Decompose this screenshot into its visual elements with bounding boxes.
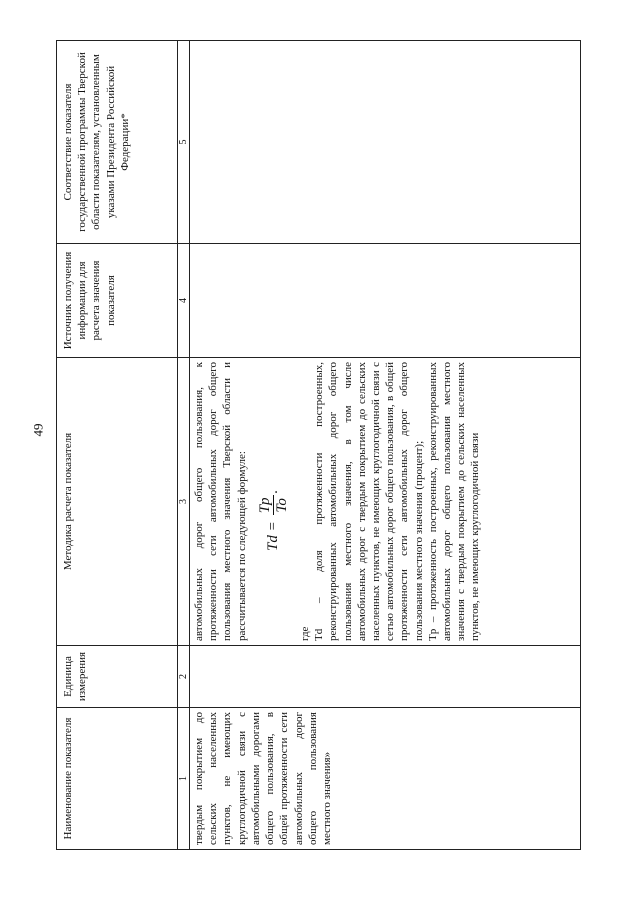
formula-tail: . xyxy=(265,489,282,494)
cell-indicator-name: твердым покрытием до сельских населенных пунктов, не имеющих круглогодичной связи с автомобильными дорогами общего пользования, в общей протяженности сети автомобильных дорог общего пользования местного значения» xyxy=(190,708,581,850)
formula-denominator: To xyxy=(273,498,290,513)
column-number: 3 xyxy=(177,358,190,646)
table-row xyxy=(190,41,581,850)
page-number: 49 xyxy=(30,423,45,437)
header-row xyxy=(57,41,178,850)
indicator-table xyxy=(56,40,581,850)
column-number-row xyxy=(177,41,190,850)
column-number: 1 xyxy=(177,708,190,850)
method-where: где xyxy=(298,626,311,641)
cell-source xyxy=(190,244,581,358)
cell-method xyxy=(190,358,581,646)
method-tp-definition: Tp – протяженность построенных, реконструированных автомобильных дорог общего пользования местного значения с твердым покрытием до сельских населенных пунктов, не имеющих круглогодичной связи xyxy=(426,362,482,641)
header-method: Методика расчета показателя xyxy=(57,358,178,646)
column-number: 2 xyxy=(177,646,190,708)
header-compliance: Соответствие показателя государственной программы Тверской области показателям, установленным указами Президента Российской Федерации* xyxy=(57,41,178,244)
formula xyxy=(257,362,290,551)
header-unit: Единица измерения xyxy=(57,646,178,708)
formula-numerator: Tp xyxy=(256,497,273,514)
cell-unit xyxy=(190,646,581,708)
method-intro: автомобильных дорог общего пользования, к протяженности сети автомобильных дорог общего пользования местного значения Тверской области и рассчитывается по следующей формуле: xyxy=(193,362,248,641)
header-source: Источник получения информации для расчета значения показателя xyxy=(57,244,178,358)
method-td-definition: Td – доля протяженности построенных, реконструированных автомобильных дорог общего пользования местного значения, в том числе автомобильных дорог с твердым покрытием до сельских населенных пунктов, не имеющих круглогодичной связи с сетью автомобильных дорог общего пользования, в общей протяженности сети автомобильных дорог общего пользования местного значения (процент); xyxy=(313,362,425,641)
cell-compliance xyxy=(190,41,581,244)
column-number: 5 xyxy=(177,41,190,244)
column-number: 4 xyxy=(177,244,190,358)
formula-lhs: Td = xyxy=(265,521,282,551)
header-indicator-name: Наименование показателя xyxy=(57,708,178,850)
formula-fraction xyxy=(257,495,290,515)
